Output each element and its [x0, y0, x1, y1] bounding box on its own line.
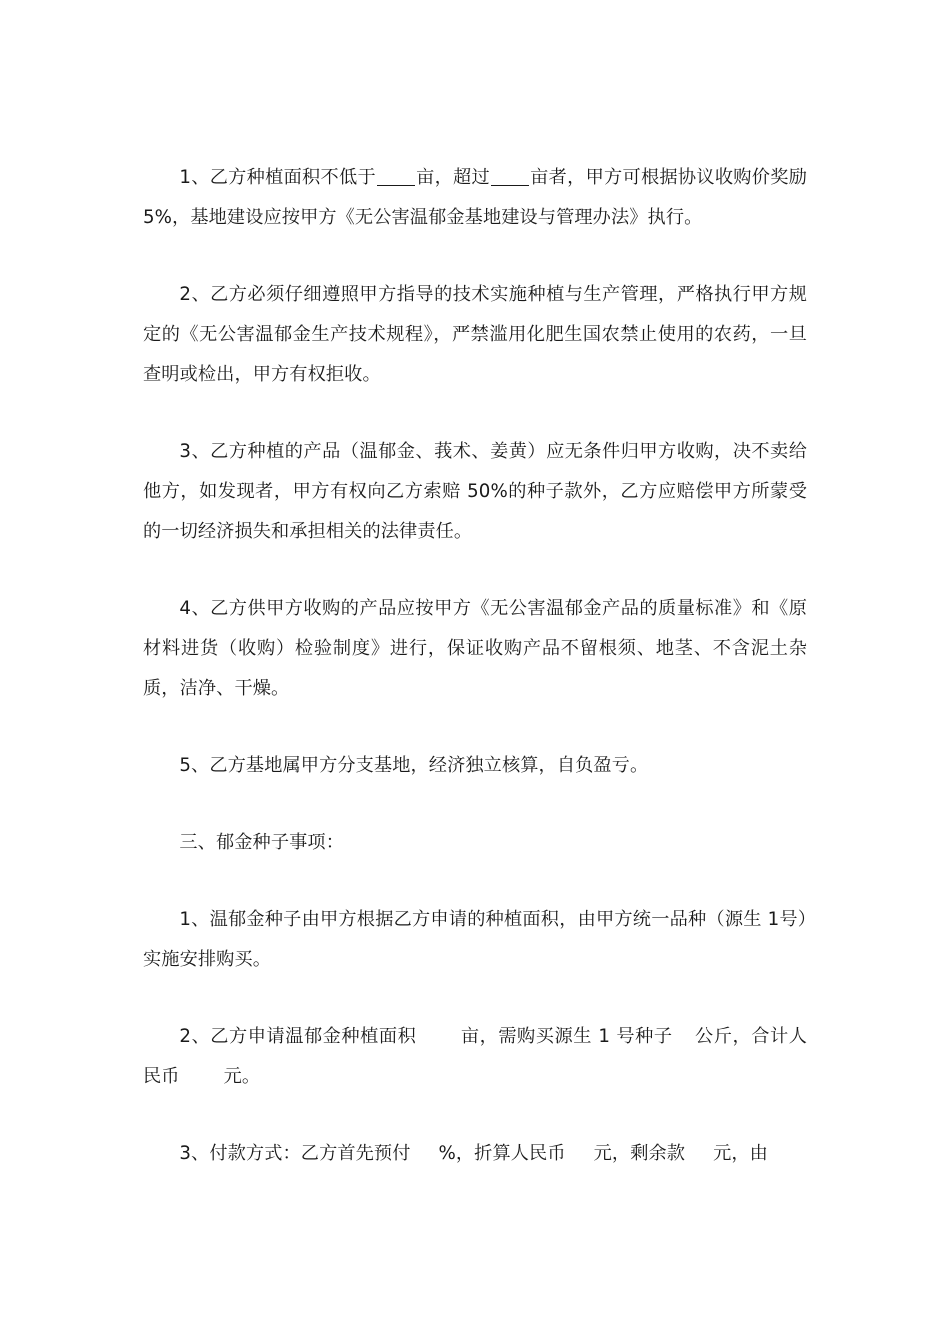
clause-text: 亩者，甲方可根据协议收购价奖励 5%，基地建设应按甲方《无公害温郁金基地建设与管理办法》执行。 [143, 167, 807, 228]
document-body [143, 158, 807, 1211]
blank-underline [377, 167, 415, 186]
clause-5-independent-accounting: 5、乙方基地属甲方分支基地，经济独立核算，自负盈亏。 [179, 755, 649, 776]
clause-2-technical-rules: 2、乙方必须仔细遵照甲方指导的技术实施种植与生产管理，严格执行甲方规定的《无公害温郁金生产技术规程》，严禁滥用化肥生国农禁止使用的农药，一旦查明或检出，甲方有权拒收。 [143, 284, 807, 385]
clause-3-product-purchase: 3、乙方种植的产品（温郁金、莪术、姜黄）应无条件归甲方收购，决不卖给他方，如发现者，甲方有权向乙方索赔 50%的种子款外，乙方应赔偿甲方所蒙受的一切经济损失和承担相关的法律责任。 [143, 441, 807, 542]
clause-text: 元。 [223, 1066, 261, 1087]
clause-text: 1、乙方种植面积不低于 [179, 167, 376, 188]
clause-text: 公斤，合计人民币 [143, 1026, 808, 1087]
blank-underline [491, 167, 529, 186]
seed-clause-2 [143, 1017, 807, 1097]
clause-text: 亩，超过 [415, 167, 490, 188]
clause-text: 3、付款方式：乙方首先预付 [179, 1143, 411, 1164]
seed-clause-3-payment [143, 1134, 807, 1174]
clause-text: %，折算人民币 [438, 1143, 566, 1164]
clause-text: 亩，需购买源生 1 号种子 [460, 1026, 673, 1047]
clause-text: 元，剩余款 [593, 1143, 686, 1164]
seed-clause-1: 1、温郁金种子由甲方根据乙方申请的种植面积，由甲方统一品种（源生 1号）实施安排购买。 [143, 909, 807, 970]
section-3-heading: 三、郁金种子事项： [179, 832, 344, 853]
clause-4-quality-standard: 4、乙方供甲方收购的产品应按甲方《无公害温郁金产品的质量标准》和《原材料进货（收购）检验制度》进行，保证收购产品不留根须、地茎、不含泥土杂质，洁净、干燥。 [143, 598, 807, 699]
clause-text: 元，由 [713, 1143, 768, 1164]
clause-text: 2、乙方申请温郁金种植面积 [179, 1026, 417, 1047]
clause-1-planting-area [143, 158, 807, 238]
